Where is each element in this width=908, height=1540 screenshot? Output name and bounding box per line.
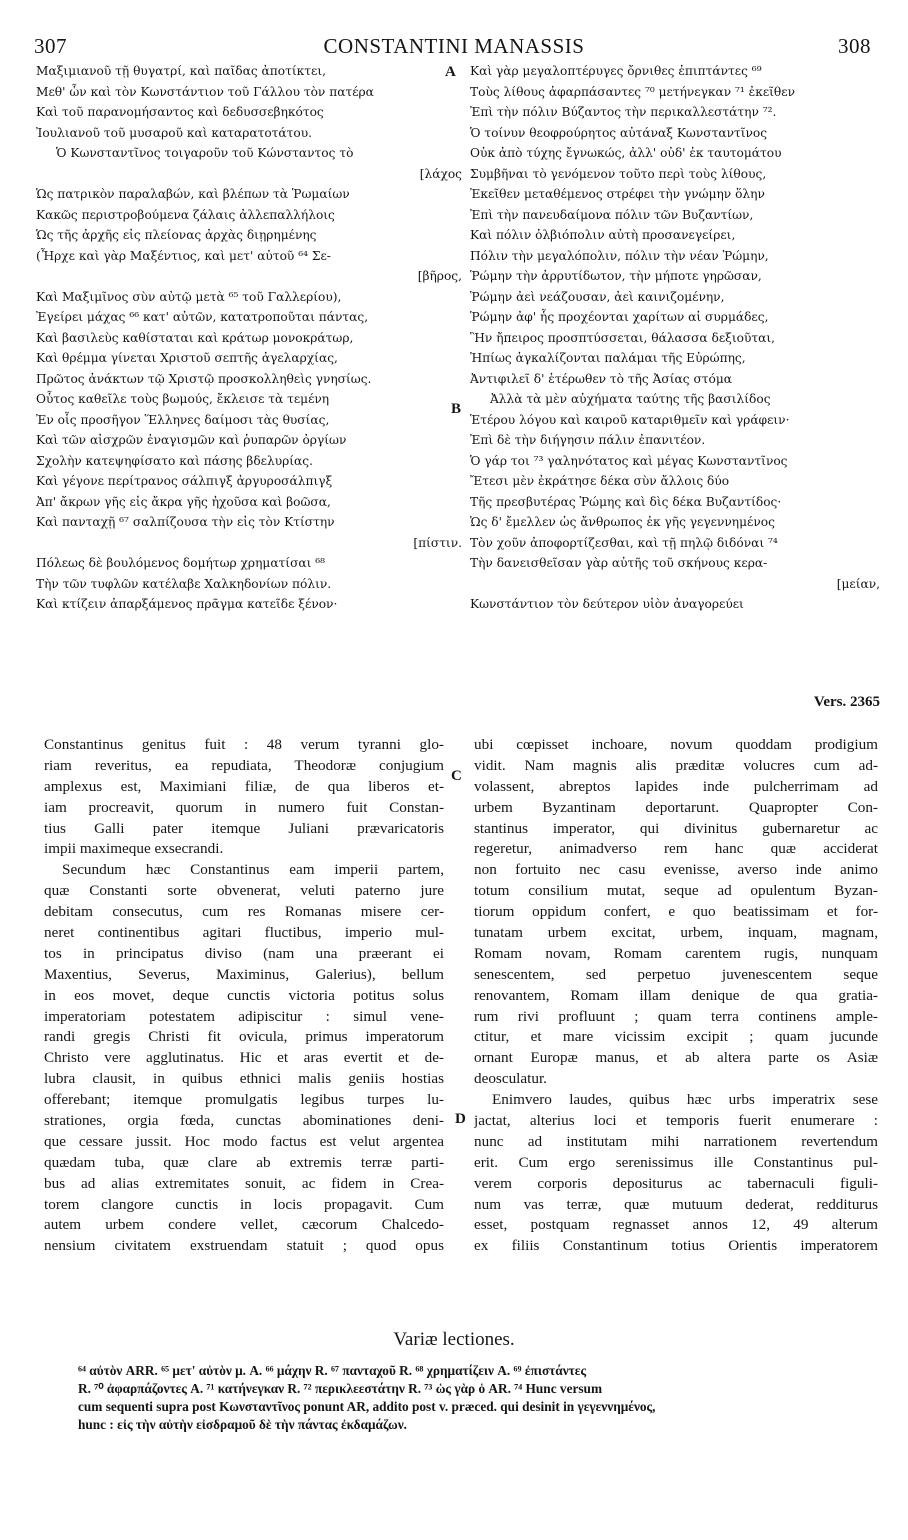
verse-line: Τῆς πρεσβυτέρας Ῥώμης καὶ δὶς δέκα Βυζαντίδος· xyxy=(470,494,782,509)
verse-continuation: [μείαν, xyxy=(836,576,880,591)
verse-line: Καὶ πανταχῇ ⁶⁷ σαλπίζουσα τὴν εἰς τὸν Κτίστην xyxy=(36,515,335,529)
verse-continuation: [βῆρος, xyxy=(417,269,462,283)
verse-line: Ἠπίως ἀγκαλίζονται παλάμαι τῆς Εὐρώπης, xyxy=(470,351,746,365)
text-line: ubi cœpisset inchoare, novum quoddam prodigium xyxy=(474,736,878,753)
text-line: offerebant; itemque promulgatis legibus turpes lu- xyxy=(44,1091,444,1109)
verse-line: Ἀντιφιλεῖ δ' ἑτέρωθεν τὸ τῆς Ἀσίας στόμα xyxy=(470,371,733,386)
margin-letter-a: A xyxy=(445,64,456,80)
verse-line: Ῥώμην ἀεὶ νεάζουσαν, ἀεὶ καινιζομένην, xyxy=(470,289,725,304)
latin-translation-left-column xyxy=(44,735,444,1257)
text-line: volassent, abreptos lapides inde pulcherrimam ad xyxy=(474,777,878,795)
text-line: ornant Europæ manus, et ab altera parte os Asiæ xyxy=(474,1049,878,1067)
text-line: randi gregis Christi fit ovicula, primus imperatorum xyxy=(44,1028,444,1046)
text-line: num vas terræ, quæ mutuum dederat, redditurus xyxy=(474,1195,878,1213)
verse-line: Ἐπὶ δὲ τὴν διήγησιν πάλιν ἐπανιτέον. xyxy=(470,433,706,447)
verse-line: Ἐγείρει μάχας ⁶⁶ κατ' αὐτῶν, κατατροποῦται πάντας, xyxy=(36,310,369,324)
footnote-line: ⁶⁴ αὐτὸν ARR. ⁶⁵ μετ' αὐτὸν μ. A. ⁶⁶ μάχην R. ⁶⁷ πανταχοῦ R. ⁶⁸ χρηματίζειν A. ⁶⁹ ἐπιστάντες xyxy=(78,1363,587,1378)
text-line: tunatam urbem excitat, urbem, inquam, magnam, xyxy=(474,924,878,942)
text-line: impii maximeque exsecrandi. xyxy=(44,840,224,858)
text-line: Constantinus genitus fuit : 48 verum tyranni glo- xyxy=(44,736,444,753)
verse-line: (Ἦρχε καὶ γὰρ Μαξέντιος, καὶ μετ' αὐτοῦ ⁶⁴ Σε- xyxy=(36,248,331,263)
verse-line: Πόλιν τὴν μεγαλόπολιν, πόλιν τὴν νέαν Ῥώμην, xyxy=(470,248,769,263)
verse-line: Σχολὴν κατεψηφίσατο καὶ πάσης βδελυρίας. xyxy=(36,453,313,468)
verse-line: Πρῶτος ἀνάκτων τῷ Χριστῷ προσκολληθεὶς γνησίως. xyxy=(36,371,372,386)
text-line: stantinus imperator, qui divinitus gubernaretur ac xyxy=(474,819,878,837)
text-line: debitam consecutus, cum res Romanas misere cer- xyxy=(44,903,444,921)
verse-line: Τὴν δανεισθεῖσαν γὰρ αὐτῆς τοῦ σκήνους κερα- xyxy=(470,556,768,570)
text-line: nensium civitatem exstruendam statuit ; quod opus xyxy=(44,1237,444,1255)
verse-line: Ὁ Κωνσταντῖνος τοιγαροῦν τοῦ Κώνσταντος τὸ xyxy=(56,146,354,160)
text-line: imperatoriam potestatem adipiscitur : simul vene- xyxy=(44,1007,444,1025)
text-line: autem urbem condere vellet, cæcorum Chalcedo- xyxy=(44,1216,444,1234)
text-line: que cessare jussit. Hoc modo factus est velut argentea xyxy=(44,1132,444,1150)
page-number-right: 308 xyxy=(838,34,871,58)
text-line: in eos movet, deque cunctis victoria potitus solus xyxy=(44,986,444,1004)
verse-line: Καὶ κτίζειν ἀπαρξάμενος πρᾶγμα κατεῖδε ξένον· xyxy=(36,597,338,611)
latin-translation-right-column xyxy=(474,735,878,1257)
text-line: tos in principatus diviso (nam una præerant ei xyxy=(44,944,444,962)
verse-line: Οὗτος καθεῖλε τοὺς βωμούς, ἔκλεισε τὰ τεμένη xyxy=(36,392,330,406)
text-line: Romam novam, Romam carentem rugis, nunquam xyxy=(474,944,878,962)
text-line: vidit. Nam magnis alis præditæ volucres cum ad- xyxy=(474,756,878,774)
verse-line: Κακῶς περιστροβούμενα ζάλαις ἀλλεπαλλήλοις xyxy=(36,207,335,222)
text-line: amplexus est, Maximiani filiæ, de qua liberos et- xyxy=(44,777,444,795)
verse-line: Ἐπὶ τὴν πανευδαίμονα πόλιν τῶν Βυζαντίων, xyxy=(470,207,754,222)
text-line: ex filiis Constantinum totius Orientis imperatorem xyxy=(474,1237,878,1255)
verse-line: Ἀπ' ἄκρων γῆς εἰς ἄκρα γῆς ἠχοῦσα καὶ βοῶσα, xyxy=(36,494,331,509)
text-line: non fortuito nec casu evenisse, averso inde animo xyxy=(474,861,878,879)
text-line: lubra clausit, in quibus ethnici malis geniis hostias xyxy=(44,1070,444,1088)
greek-text-right-column xyxy=(470,61,880,615)
verse-line: Ὁ τοίνυν θεοφρούρητος αὐτάναξ Κωνσταντῖνος xyxy=(470,125,768,140)
verse-line: Καὶ γὰρ μεγαλοπτέρυγες ὄρνιθες ἐπιπτάντες ⁶⁹ xyxy=(470,64,762,78)
verse-line: Ἐκεῖθεν μεταθέμενος στρέφει τὴν γνώμην ὅλην xyxy=(470,187,765,201)
text-line: senescentem, sed perpetuo juvenescentem seque xyxy=(474,965,878,983)
verse-line: Καὶ γέγονε περίτρανος σάλπιγξ ἀργυροσάλπιγξ xyxy=(36,474,333,488)
text-line: deosculatur. xyxy=(474,1070,547,1088)
verse-line: Ὡς τῆς ἀρχῆς εἰς πλείονας ἀρχὰς διῃρημένης xyxy=(36,228,317,242)
footnote-line: hunc : εἰς τὴν αὐτὴν εἰσδραμοῦ δὲ τὴν πάντας ἐκδαμάζων. xyxy=(78,1417,407,1432)
text-line: nunc ad institutam mihi narrationem revertendum xyxy=(474,1132,878,1150)
text-line: jactat, alterius loci et temporis fuerit enumerare : xyxy=(474,1112,878,1130)
running-title: CONSTANTINI MANASSIS xyxy=(323,34,585,58)
text-line: totum consilium mutat, seque ad opulentum Byzan- xyxy=(474,882,878,900)
text-line: ctitur, et mare vicissim excipit ; quam jucunde xyxy=(474,1028,878,1046)
footnote-line: cum sequenti supra post Κωνσταντῖνος ponunt AR, addito post v. præced. qui desinit in γεγεννημένος, xyxy=(78,1399,656,1414)
verse-line: Πόλεως δὲ βουλόμενος δομήτωρ χρηματίσαι ⁶⁸ xyxy=(36,556,326,570)
text-line: quædam tuba, quæ clare ab extremis terræ parti- xyxy=(44,1153,444,1171)
verse-continuation: [λάχος xyxy=(419,166,462,181)
verse-line: Ἔτεσι μὲν ἐκράτησε δέκα σὺν ἄλλοις δύο xyxy=(470,474,730,488)
text-line: Christo vere agglutinatus. Hic et aras evertit et de- xyxy=(44,1049,444,1067)
verse-line: Μεθ' ὧν καὶ τὸν Κωνστάντιον τοῦ Γάλλου τὸν πατέρα xyxy=(36,84,374,99)
text-line: quæ Constanti sorte obvenerat, veluti paterno jure xyxy=(44,882,444,900)
page-number-left: 307 xyxy=(34,34,67,58)
text-line: neret continentibus agitari fluctibus, imperio mul- xyxy=(44,924,444,942)
verse-number: Vers. 2365 xyxy=(813,694,880,710)
text-line: esset, postquam regnasset annos 12, 49 alterum xyxy=(474,1216,878,1234)
verse-line: Ἐπὶ τὴν πόλιν Βύζαντος τὴν περικαλλεστάτην ⁷². xyxy=(470,105,777,119)
margin-letter-d: D xyxy=(455,1111,466,1127)
text-line: tiorum oppidum confert, e quo beatissimam et for- xyxy=(474,903,878,921)
text-line: strationes, orgia fœda, cunctas abominationes deni- xyxy=(44,1112,444,1130)
verse-line: Ἣν ἤπειρος προσπτύσσεται, θάλασσα δεξιοῦται, xyxy=(470,330,776,345)
verse-line: Ἐν οἷς προσῆγον Ἕλληνες δαίμοσι τὰς θυσίας, xyxy=(36,412,330,427)
text-line: regeretur, animadverso rem hanc quæ acciderat xyxy=(474,840,878,858)
margin-letter-c: C xyxy=(451,768,462,784)
verse-line: Τοὺς λίθους ἀφαρπάσαντες ⁷⁰ μετήνεγκαν ⁷¹ ἐκεῖθεν xyxy=(470,84,795,99)
verse-line: Ἑτέρου λόγου καὶ καιροῦ καταριθμεῖν καὶ γράφειν· xyxy=(470,412,790,427)
verse-line: Καὶ τῶν αἰσχρῶν ἐναγισμῶν καὶ ῥυπαρῶν ὀργίων xyxy=(36,433,347,447)
text-line: Secundum hæc Constantinus eam imperii partem, xyxy=(62,861,444,879)
margin-letter-b: B xyxy=(451,401,462,417)
footnote-line: R. ⁷⁰ ἀφαρπάζοντες A. ⁷¹ κατήνεγκαν R. ⁷² περικλεεστάτην R. ⁷³ ὡς γὰρ ὁ AR. ⁷⁴ Hunc versum xyxy=(78,1381,603,1396)
text-line: iam procreavit, quorum in numero fuit Constan- xyxy=(44,798,444,816)
text-line: Enimvero laudes, quibus hæc urbs imperatrix sese xyxy=(492,1091,878,1109)
verse-line: Ὡς πατρικὸν παραλαβών, καὶ βλέπων τὰ Ῥωμαίων xyxy=(36,187,350,201)
text-line: verem corporis depositurus ac tabernaculi figuli- xyxy=(474,1174,878,1192)
variae-lectiones-heading: Variæ lectiones. xyxy=(393,1329,515,1350)
verse-line: Ἀλλὰ τὰ μὲν αὐχήματα ταύτης τῆς βασιλίδος xyxy=(490,392,771,406)
text-line: erit. Cum ergo serenissimus ille Constantinus pul- xyxy=(474,1153,878,1171)
verse-line: Κωνστάντιον τὸν δεύτερον υἱὸν ἀναγορεύει xyxy=(470,597,744,611)
verse-line: Συμβῆναι τὸ γενόμενον τοῦτο περὶ τοὺς λίθους, xyxy=(470,166,767,181)
verse-line: Καὶ πόλιν ὀλβιόπολιν αὐτὴ προσανεγείρει, xyxy=(470,228,736,242)
verse-line: Καὶ βασιλεὺς καθίσταται καὶ κράτωρ μονοκράτωρ, xyxy=(36,330,354,345)
verse-line: Τὴν τῶν τυφλῶν κατέλαβε Χαλκηδονίων πόλιν. xyxy=(36,576,332,591)
text-line: torem clangore cunctis in locis propagavit. Cum xyxy=(44,1195,444,1213)
critical-apparatus-footnotes xyxy=(78,1362,884,1434)
text-line: urbem Byzantinam deportarunt. Quapropter Con- xyxy=(474,798,878,816)
text-line: renovantem, Romam illam denique de qua gratia- xyxy=(474,986,878,1004)
verse-line: Ὡς δ' ἔμελλεν ὡς ἄνθρωπος ἐκ γῆς γεγεννημένος xyxy=(470,515,775,529)
text-line: rum rivi profluunt ; quam terra continens ample- xyxy=(474,1007,878,1025)
text-line: riam reveritus, ea repudiata, Theodoræ conjugium xyxy=(44,756,444,774)
text-line: bus ad alias extremitates sonuit, ac fidem in Crea- xyxy=(44,1174,444,1192)
verse-line: Οὐκ ἀπὸ τύχης ἔγνωκώς, ἀλλ' οὐδ' ἐκ ταυτομάτου xyxy=(470,146,782,160)
verse-line: Μαξιμιανοῦ τῇ θυγατρί, καὶ παῖδας ἀποτίκτει, xyxy=(36,64,326,78)
verse-line: Ὁ γάρ τοι ⁷³ γαληνότατος καὶ μέγας Κωνσταντῖνος xyxy=(470,453,788,468)
verse-line: Τὸν χοῦν ἀποφορτίζεσθαι, καὶ τῇ πηλῷ διδόναι ⁷⁴ xyxy=(470,535,778,550)
verse-line: Καὶ θρέμμα γίνεται Χριστοῦ σεπτῆς ἀγελαρχίας, xyxy=(36,351,338,365)
text-line: tius Galli pater itemque Juliani prævaricatoris xyxy=(44,819,444,837)
text-line: Maxentius, Severus, Maximinus, Galerius), bellum xyxy=(44,965,444,983)
verse-line: Καὶ τοῦ παρανομήσαντος καὶ δεδυσσεβηκότος xyxy=(36,105,324,119)
verse-line: Ἰουλιανοῦ τοῦ μυσαροῦ καὶ καταρατοτάτου. xyxy=(36,125,313,140)
verse-line: Καὶ Μαξιμῖνος σὺν αὐτῷ μετὰ ⁶⁵ τοῦ Γαλλερίου), xyxy=(36,289,342,304)
verse-line: Ῥώμην ἀφ' ἧς προχέονται χαρίτων αἱ συρμάδες, xyxy=(470,310,769,324)
verse-line: Ῥώμην τὴν ἀρρυτίδωτον, τὴν μήποτε γηρῶσαν, xyxy=(470,269,762,283)
verse-continuation: [πίστιν. xyxy=(413,535,462,550)
greek-text-left-column xyxy=(36,61,462,615)
